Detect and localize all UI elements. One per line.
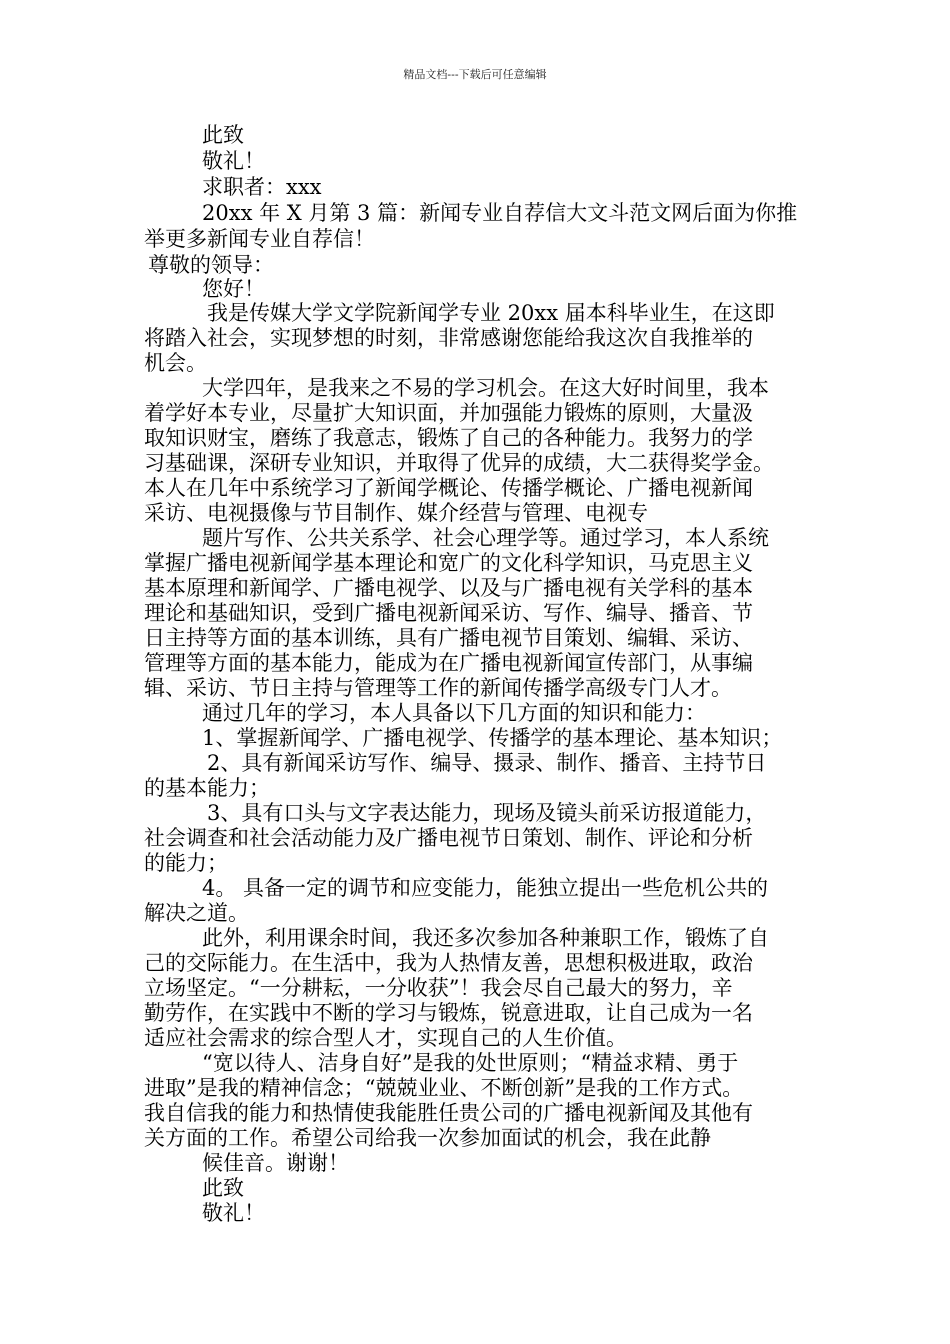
text-line: 进取”是我的精神信念；“兢兢业业、不断创新”是我的工作方式。 — [144, 1076, 744, 1100]
text-line: “宽以待人、洁身自好”是我的处世原则；“精益求精、勇于 — [202, 1051, 739, 1075]
text-line: 您好！ — [202, 277, 265, 301]
text-line: 通过几年的学习，本人具备以下几方面的知识和能力： — [202, 701, 706, 725]
text-line: 管理等方面的基本能力，能成为在广播电视新闻宣传部门，从事编 — [144, 651, 753, 675]
text-line: 勤劳作，在实践中不断的学习与锻炼，锐意进取，让自己成为一名 — [144, 1001, 753, 1025]
text-line: 立场坚定。“一分耕耘，一分收获”！我会尽自己最大的努力，辛 — [144, 976, 733, 1000]
text-line: 此外，利用课余时间，我还多次参加各种兼职工作，锻炼了自 — [202, 926, 769, 950]
text-line: 求职者：xxx — [202, 175, 322, 199]
text-line: 3、具有口头与文字表达能力，现场及镜头前采访报道能力， — [207, 801, 767, 825]
text-line: 掌握广播电视新闻学基本理论和宽广的文化科学知识，马克思主义 — [144, 551, 753, 575]
text-line: 候佳音。谢谢！ — [202, 1151, 349, 1175]
text-line: 适应社会需求的综合型人才，实现自己的人生价值。 — [144, 1026, 627, 1050]
text-line: 理论和基础知识，受到广播电视新闻采访、写作、编导、播音、节 — [144, 601, 753, 625]
text-line: 尊敬的领导： — [148, 253, 274, 277]
text-line: 关方面的工作。希望公司给我一次参加面试的机会，我在此静 — [144, 1126, 711, 1150]
text-line: 机会。 — [144, 351, 207, 375]
text-line: 采访、电视摄像与节目制作、媒介经营与管理、电视专 — [144, 501, 648, 525]
text-line: 基本原理和新闻学、广播电视学、以及与广播电视有关学科的基本 — [144, 576, 753, 600]
text-line: 的能力； — [144, 851, 228, 875]
page-header: 精品文档---下载后可任意编辑 — [403, 68, 547, 81]
text-line: 本人在几年中系统学习了新闻学概论、传播学概论、广播电视新闻 — [144, 476, 753, 500]
text-line: 4。 具备一定的调节和应变能力，能独立提出一些危机公共的 — [202, 876, 769, 900]
text-line: 此致 — [202, 1176, 244, 1200]
text-line: 大学四年，是我来之不易的学习机会。在这大好时间里，我本 — [202, 376, 769, 400]
text-line: 20xx 年 X 月第 3 篇：新闻专业自荐信大文斗范文网后面为你推 — [202, 201, 798, 225]
text-line: 己的交际能力。在生活中，我为人热情友善，思想积极进取，政治 — [144, 951, 753, 975]
text-line: 题片写作、公共关系学、社会心理学等。通过学习，本人系统 — [202, 526, 769, 550]
text-line: 取知识财宝，磨练了我意志，锻炼了自己的各种能力。我努力的学 — [144, 426, 753, 450]
text-line: 举更多新闻专业自荐信！ — [144, 227, 375, 251]
text-line: 敬礼！ — [202, 1201, 265, 1225]
text-line: 敬礼！ — [202, 149, 265, 173]
text-line: 2、具有新闻采访写作、编导、摄录、制作、播音、主持节日 — [207, 751, 767, 775]
text-line: 解决之道。 — [144, 901, 249, 925]
text-line: 习基础课，深研专业知识，并取得了优异的成绩，大二获得奖学金。 — [144, 451, 774, 475]
text-line: 日主持等方面的基本训练，具有广播电视节目策划、编辑、采访、 — [144, 626, 753, 650]
text-line: 我自信我的能力和热情使我能胜任贵公司的广播电视新闻及其他有 — [144, 1101, 753, 1125]
text-line: 将踏入社会，实现梦想的时刻，非常感谢您能给我这次自我推举的 — [144, 326, 753, 350]
text-line: 1、掌握新闻学、广播电视学、传播学的基本理论、基本知识； — [202, 726, 783, 750]
text-line: 的基本能力； — [144, 776, 270, 800]
text-line: 社会调查和社会活动能力及广播电视节日策划、制作、评论和分析 — [144, 826, 753, 850]
text-line: 我是传媒大学文学院新闻学专业 20xx 届本科毕业生，在这即 — [207, 301, 775, 325]
text-line: 着学好本专业，尽量扩大知识面，并加强能力锻炼的原则，大量汲 — [144, 401, 753, 425]
text-line: 辑、采访、节日主持与管理等工作的新闻传播学高级专门人才。 — [144, 676, 732, 700]
text-line: 此致 — [202, 123, 244, 147]
